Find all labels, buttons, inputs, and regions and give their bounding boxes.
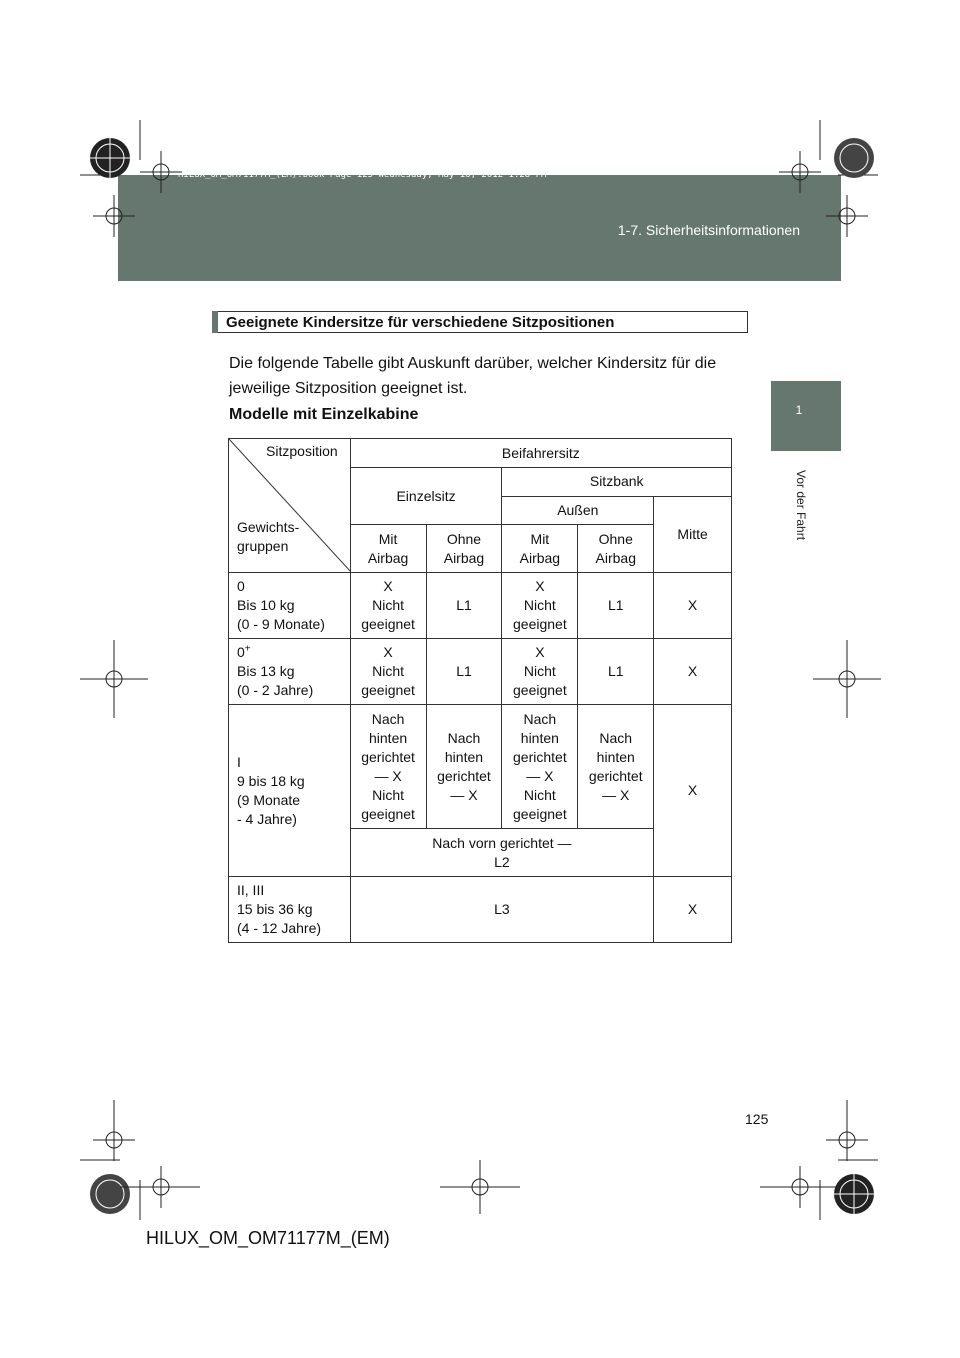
book-stamp: HILUX_OM_OM71177M_(EM).book Page 125 Wednesday, May 16, 2012 1:28 PM [178,170,547,180]
header-single-seat: Einzelsitz [350,468,502,525]
table-cell: Nach hinten gerichtet — X Nicht geeignet [350,705,426,829]
table-cell: X [654,639,732,705]
table-cell: X [654,705,732,877]
weight-group-number: 0 [237,644,245,660]
weight-group-cell: II, III 15 bis 36 kg (4 - 12 Jahre) [229,877,351,943]
weight-group-superscript: + [244,643,251,655]
table-cell: L1 [578,639,654,705]
table-cell: Nach hinten gerichtet — X Nicht geeignet [502,705,578,829]
chapter-tab-number: 1 [795,403,803,417]
section-title: Geeignete Kindersitze für verschiedene Sitzpositionen [226,314,615,331]
chapter-title: 1-7. Sicherheitsinformationen [617,222,800,238]
corner-label-weight-groups: Gewichts- gruppen [237,519,300,554]
header-outer: Außen [502,496,654,525]
header-without-airbag: Ohne Airbag [578,525,654,573]
table-cell: L1 [426,639,502,705]
header-with-airbag: Mit Airbag [350,525,426,573]
weight-group-cell: I 9 bis 18 kg (9 Monate - 4 Jahre) [229,705,351,877]
header-with-airbag: Mit Airbag [502,525,578,573]
table-cell: L1 [426,573,502,639]
chapter-side-label: Vor der Fahrt [794,470,808,541]
table-cell: X Nicht geeignet [350,639,426,705]
table-cell: X [654,877,732,943]
table-cell: L3 [350,877,654,943]
header-middle: Mitte [654,496,732,573]
subheading: Modelle mit Einzelkabine [229,406,419,423]
intro-paragraph: Die folgende Tabelle gibt Auskunft darüber, welcher Kindersitz für die jeweilige Sitzposition geeignet ist. [229,355,717,397]
table-cell: L1 [578,573,654,639]
document-code: HILUX_OM_OM71177M_(EM) [146,1228,390,1248]
table-cell: Nach hinten gerichtet — X [578,705,654,829]
table-cell: X Nicht geeignet [350,573,426,639]
header-without-airbag: Ohne Airbag [426,525,502,573]
table-cell: Nach hinten gerichtet — X [426,705,502,829]
weight-group-cell: 0 Bis 10 kg (0 - 9 Monate) [229,573,351,639]
page-number: 125 [745,1111,769,1127]
table-cell: X Nicht geeignet [502,639,578,705]
weight-group-text: Bis 13 kg (0 - 2 Jahre) [237,663,314,698]
forward-facing-cell: Nach vorn gerichtet — L2 [350,829,654,877]
table-cell: X Nicht geeignet [502,573,578,639]
corner-label-seat-position: Sitzposition [266,443,338,459]
header-bench-seat: Sitzbank [502,468,732,497]
table-cell: X [654,573,732,639]
header-passenger-seat: Beifahrersitz [350,439,731,468]
